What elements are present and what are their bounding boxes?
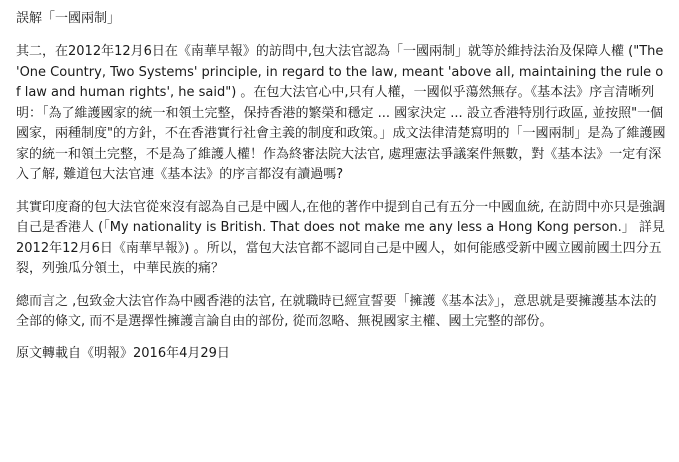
paragraph-1: 其二，在2012年12月6日在《南華早報》的訪問中,包大法官認為「一國兩制」就等於維持法治及保障人權 ("The 'One Country, Two Systems' principle, in regard to the law, meant 'above all, maintaining the rule of law and human rights', he said") 。在包大法官心中,只有人權，一國似乎蕩然無存。《基本法》序言清晰列明：「為了維護國家的統一和領土完整，保持香港的繁榮和穩定 ... 國家決定 ... 設立香港特別行政區, 並按照"一個國家，兩種制度"的方針，不在香港實行社會主義的制度和政策。」成文法律清楚寫明的「一國兩制」是為了維護國家的統一和領土完整，不是為了維護人權！作為終審法院大法官, 處理憲法爭議案件無數，對《基本法》一定有深入了解, 難道包大法官連《基本法》的序言都沒有讀過嗎?	[16, 44, 666, 182]
source-note: 原文轉載自《明報》2016年4月29日	[16, 345, 230, 361]
article-heading: 誤解「一國兩制」	[16, 11, 121, 26]
paragraph-3: 總而言之 ,包致金大法官作為中國香港的法官, 在就職時已經宣誓要「擁護《基本法》」，意思就是要擁護基本法的全部的條文, 而不是選擇性擁護言論自由的部份, 從而忽略、無視國家主權、國土完整的部份。	[16, 293, 657, 329]
paragraph-2: 其實印度裔的包大法官從來沒有認為自己是中國人,在他的著作中提到自己有五分一中國血統, 在訪問中亦只是強調自己是香港人 (「My nationality is British. That does not make me any less a Hong Kong person.」 詳見 2012年12月6日《南華早報》) 。所以，當包大法官都不認同自己是中國人，如何能感受新中國立國前國土四分五裂，列強瓜分領土，中華民族的痛？	[16, 199, 666, 276]
article	[16, 10, 666, 363]
